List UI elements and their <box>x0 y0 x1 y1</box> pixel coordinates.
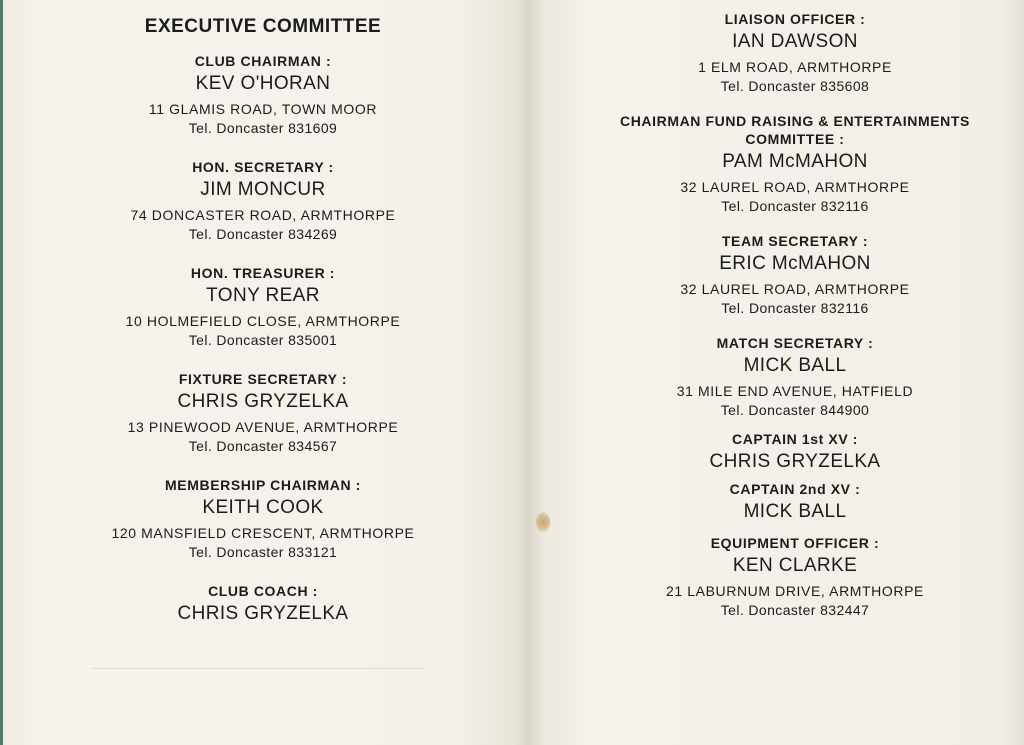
role-title: EQUIPMENT OFFICER : <box>710 535 880 551</box>
person-name: KEN CLARKE <box>732 555 858 576</box>
role-title: MATCH SECRETARY : <box>716 335 874 351</box>
entry-liaison-officer <box>585 10 1005 96</box>
role-title: CHAIRMAN FUND RAISING & ENTERTAINMENTS COMMITTEE : <box>620 113 970 147</box>
role-title: FIXTURE SECRETARY : <box>178 371 348 387</box>
role-title: LIAISON OFFICER : <box>724 11 866 27</box>
telephone: Tel. Doncaster 831609 <box>188 120 338 136</box>
person-name: IAN DAWSON <box>732 31 858 52</box>
entry-club-coach <box>63 582 463 626</box>
telephone: Tel. Doncaster 835608 <box>720 78 870 94</box>
person-name: MICK BALL <box>743 355 847 376</box>
telephone: Tel. Doncaster 834269 <box>188 226 338 242</box>
person-name: KEITH COOK <box>202 497 324 518</box>
telephone: Tel. Doncaster 834567 <box>188 438 338 454</box>
role-title: CLUB COACH : <box>208 583 318 599</box>
address: 10 HOLMEFIELD CLOSE, ARMTHORPE <box>125 313 401 329</box>
address: 21 LABURNUM DRIVE, ARMTHORPE <box>666 583 924 599</box>
telephone: Tel. Doncaster 833121 <box>188 544 338 560</box>
role-title: MEMBERSHIP CHAIRMAN : <box>165 477 361 493</box>
person-name: CHRIS GRYZELKA <box>177 391 349 412</box>
entry-equipment-officer <box>585 534 1005 620</box>
person-name: TONY REAR <box>206 285 320 306</box>
right-page <box>530 0 1024 745</box>
left-page-content <box>63 16 463 646</box>
role-title: HON. SECRETARY : <box>192 159 334 175</box>
entry-fixture-secretary <box>63 370 463 456</box>
role-title: HON. TREASURER : <box>190 265 336 281</box>
role-title: CAPTAIN 2nd XV : <box>729 481 861 497</box>
right-page-content <box>585 10 1005 636</box>
entry-club-chairman <box>63 52 463 138</box>
entry-team-secretary <box>585 232 1005 318</box>
telephone: Tel. Doncaster 844900 <box>720 402 870 418</box>
telephone: Tel. Doncaster 832116 <box>721 300 869 316</box>
address: 11 GLAMIS ROAD, TOWN MOOR <box>148 101 378 117</box>
person-name: MICK BALL <box>743 501 847 522</box>
entry-hon-secretary <box>63 158 463 244</box>
address: 74 DONCASTER ROAD, ARMTHORPE <box>130 207 396 223</box>
person-name: JIM MONCUR <box>200 179 326 200</box>
entry-membership-chairman <box>63 476 463 562</box>
dotted-divider <box>93 668 423 669</box>
entry-captain-1st-xv <box>585 430 1005 474</box>
telephone: Tel. Doncaster 832116 <box>721 198 869 214</box>
entry-chairman-fund-raising <box>585 112 1005 216</box>
person-name: CHRIS GRYZELKA <box>177 603 349 624</box>
page-heading: EXECUTIVE COMMITTEE <box>144 16 382 37</box>
telephone: Tel. Doncaster 832447 <box>720 602 870 618</box>
person-name: ERIC McMAHON <box>719 253 871 274</box>
address: 120 MANSFIELD CRESCENT, ARMTHORPE <box>111 525 415 541</box>
address: 31 MILE END AVENUE, HATFIELD <box>676 383 914 399</box>
entry-captain-2nd-xv <box>585 480 1005 524</box>
person-name: PAM McMAHON <box>722 151 868 172</box>
address: 13 PINEWOOD AVENUE, ARMTHORPE <box>127 419 399 435</box>
paper-stain <box>536 512 550 532</box>
telephone: Tel. Doncaster 835001 <box>188 332 338 348</box>
role-title: TEAM SECRETARY : <box>721 233 869 249</box>
person-name: KEV O'HORAN <box>195 73 331 94</box>
address: 1 ELM ROAD, ARMTHORPE <box>698 59 892 75</box>
role-title: CLUB CHAIRMAN : <box>194 53 332 69</box>
entry-match-secretary <box>585 334 1005 420</box>
entry-hon-treasurer <box>63 264 463 350</box>
address: 32 LAUREL ROAD, ARMTHORPE <box>680 179 910 195</box>
address: 32 LAUREL ROAD, ARMTHORPE <box>680 281 910 297</box>
person-name: CHRIS GRYZELKA <box>709 451 881 472</box>
role-title: CAPTAIN 1st XV : <box>731 431 859 447</box>
